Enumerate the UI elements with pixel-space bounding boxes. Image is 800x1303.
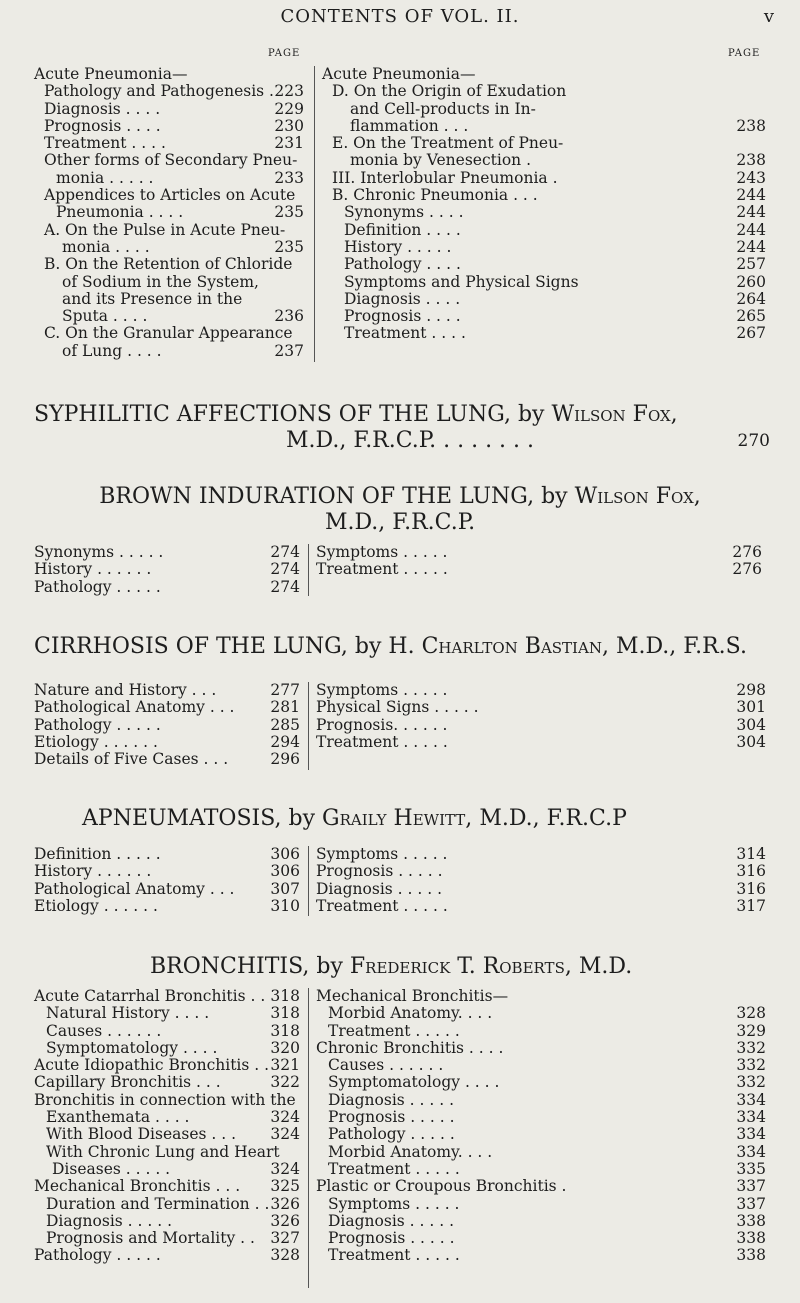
- toc-entry-title: Diagnosis . . . .: [44, 99, 161, 118]
- toc-entry-page: 316: [736, 862, 766, 881]
- toc-entry: [34, 544, 300, 561]
- toc-entry-title: Diagnosis . . . . .: [328, 1090, 454, 1109]
- toc-entry-title: Symptomatology . . . .: [328, 1073, 500, 1092]
- bronchitis-left-column: [34, 988, 300, 1265]
- toc-entry: [316, 1109, 766, 1126]
- apneumatosis-right-column: [316, 846, 766, 915]
- brown-induration-author: Wilson Fox,: [574, 484, 701, 509]
- toc-entry-title: III. Interlobular Pneumonia .: [332, 168, 558, 187]
- bronchitis-right-column: [316, 988, 766, 1265]
- toc-entry: [34, 256, 304, 273]
- toc-entry-title: Causes . . . . . .: [328, 1056, 444, 1075]
- toc-entry: [34, 734, 300, 751]
- toc-entry: [322, 66, 766, 83]
- syphilitic-page: 270: [737, 431, 770, 451]
- toc-entry: [34, 325, 304, 342]
- toc-entry-title: Treatment . . . .: [344, 324, 466, 343]
- toc-entry-title: Treatment . . . . .: [328, 1246, 460, 1265]
- toc-entry-page: 318: [270, 987, 300, 1005]
- toc-entry-title: Acute Pneumonia—: [34, 65, 188, 83]
- toc-entry-page: 274: [270, 560, 300, 579]
- toc-entry-page: 276: [732, 560, 762, 579]
- toc-entry: [34, 1161, 300, 1178]
- column-divider: [308, 544, 309, 596]
- toc-entry-title: Symptoms and Physical Signs: [344, 272, 579, 291]
- toc-entry-page: 277: [270, 681, 300, 699]
- toc-entry-page: 257: [736, 255, 766, 274]
- toc-entry-page: 298: [736, 681, 766, 699]
- toc-entry: [316, 1074, 766, 1091]
- toc-entry: [34, 1057, 300, 1074]
- toc-entry: [316, 1230, 766, 1247]
- toc-entry-page: 316: [736, 879, 766, 898]
- toc-entry-page: 314: [736, 845, 766, 863]
- toc-entry-page: 325: [270, 1177, 300, 1196]
- toc-entry: [322, 187, 766, 204]
- toc-entry-title: of Sodium in the System,: [62, 272, 259, 291]
- toc-entry-title: Diagnosis . . . .: [344, 289, 461, 308]
- toc-entry-title: D. On the Origin of Exudation: [332, 82, 567, 101]
- toc-entry-title: flammation . . .: [350, 116, 469, 135]
- toc-entry-title: Acute Catarrhal Bronchitis . .: [34, 987, 266, 1005]
- toc-entry-page: 296: [270, 750, 300, 769]
- toc-entry: [34, 170, 304, 187]
- toc-entry: [34, 1126, 300, 1143]
- toc-entry: [316, 846, 766, 863]
- toc-entry: [316, 1023, 766, 1040]
- toc-entry: [34, 1005, 300, 1022]
- toc-entry-title: Prognosis. . . . . .: [316, 715, 448, 734]
- toc-entry: [34, 898, 300, 915]
- toc-entry: [322, 101, 766, 118]
- toc-entry-title: Morbid Anatomy. . . .: [328, 1004, 493, 1023]
- toc-entry-page: 332: [736, 1073, 766, 1092]
- toc-entry: [322, 170, 766, 187]
- bronchitis-heading: [150, 954, 632, 980]
- toc-entry-title: Synonyms . . . . .: [34, 543, 164, 561]
- toc-entry-title: Pathology . . . . .: [34, 577, 161, 596]
- toc-entry-page: 322: [270, 1073, 300, 1092]
- toc-entry: [34, 239, 304, 256]
- toc-entry-page: 326: [270, 1211, 300, 1230]
- toc-entry: [322, 204, 766, 221]
- toc-entry-title: Prognosis . . . .: [44, 116, 161, 135]
- toc-entry-page: 329: [736, 1021, 766, 1040]
- toc-entry-title: E. On the Treatment of Pneu-: [332, 134, 564, 153]
- toc-entry: [34, 343, 304, 360]
- syphilitic-title: SYPHILITIC AFFECTIONS OF THE LUNG, by: [34, 402, 545, 427]
- toc-entry: [34, 1213, 300, 1230]
- toc-entry-title: of Lung . . . .: [62, 341, 162, 360]
- toc-entry: [316, 1092, 766, 1109]
- toc-entry: [322, 152, 766, 169]
- toc-entry-page: 328: [736, 1004, 766, 1023]
- toc-entry-page: 307: [270, 879, 300, 898]
- toc-entry-title: History . . . . . .: [34, 862, 152, 881]
- toc-entry: [34, 1247, 300, 1264]
- toc-entry: [316, 1196, 766, 1213]
- toc-entry: [316, 1144, 766, 1161]
- toc-entry-page: 301: [736, 698, 766, 717]
- toc-entry-title: Pneumonia . . . .: [56, 203, 184, 222]
- toc-entry: [316, 1057, 766, 1074]
- toc-entry: [316, 1040, 766, 1057]
- running-head: CONTENTS OF VOL. II.: [280, 6, 520, 27]
- toc-entry-title: Diseases . . . . .: [52, 1159, 171, 1178]
- toc-entry-page: 337: [736, 1194, 766, 1213]
- toc-entry: [322, 135, 766, 152]
- toc-entry: [34, 152, 304, 169]
- toc-entry-title: Treatment . . . . .: [316, 560, 448, 579]
- toc-entry-title: monia . . . . .: [56, 168, 154, 187]
- toc-entry-title: C. On the Granular Appearance: [44, 324, 293, 343]
- toc-entry: [34, 1196, 300, 1213]
- toc-entry: [316, 881, 766, 898]
- toc-entry-title: Definition . . . . .: [34, 845, 161, 863]
- toc-entry-title: Prognosis . . . .: [344, 307, 461, 326]
- toc-entry-title: Pathology and Pathogenesis .: [44, 82, 274, 101]
- toc-entry: [34, 66, 304, 83]
- toc-entry: [34, 1023, 300, 1040]
- toc-entry-title: Bronchitis in connection with the: [34, 1090, 296, 1109]
- toc-entry-page: 338: [736, 1211, 766, 1230]
- toc-entry-title: Treatment . . . .: [44, 134, 166, 153]
- toc-entry-title: Diagnosis . . . . .: [46, 1211, 172, 1230]
- toc-entry-page: 276: [732, 543, 762, 561]
- toc-entry: [34, 187, 304, 204]
- toc-entry: [34, 1230, 300, 1247]
- brown-induration-right-column: [316, 544, 762, 579]
- toc-entry: [316, 734, 766, 751]
- toc-entry-page: 317: [736, 896, 766, 915]
- toc-entry-title: Etiology . . . . . .: [34, 732, 158, 751]
- toc-entry-page: 265: [736, 307, 766, 326]
- toc-entry-title: Causes . . . . . .: [46, 1021, 162, 1040]
- toc-entry: [34, 682, 300, 699]
- column-divider: [308, 988, 309, 1288]
- apneumatosis-heading: [82, 806, 627, 832]
- toc-entry-title: Other forms of Secondary Pneu-: [44, 151, 298, 170]
- toc-entry-title: monia . . . .: [62, 237, 150, 256]
- toc-entry: [34, 308, 304, 325]
- toc-entry-page: 324: [270, 1125, 300, 1144]
- toc-entry-page: 243: [736, 168, 766, 187]
- toc-entry-page: 320: [270, 1038, 300, 1057]
- toc-entry-title: Natural History . . . .: [46, 1004, 210, 1023]
- toc-entry-title: Diagnosis . . . . .: [316, 879, 442, 898]
- toc-entry: [34, 291, 304, 308]
- toc-entry-title: B. On the Retention of Chloride: [44, 255, 293, 274]
- toc-entry-title: Treatment . . . . .: [316, 896, 448, 915]
- toc-entry-title: Pathology . . . .: [344, 255, 461, 274]
- toc-entry-page: 337: [736, 1177, 766, 1196]
- toc-entry-title: Etiology . . . . . .: [34, 896, 158, 915]
- toc-entry: [322, 83, 766, 100]
- toc-entry-page: 334: [736, 1125, 766, 1144]
- toc-entry-title: Treatment . . . . .: [328, 1159, 460, 1178]
- column-divider: [308, 682, 309, 770]
- toc-entry-title: With Blood Diseases . . .: [46, 1125, 237, 1144]
- toc-entry: [34, 1092, 300, 1109]
- toc-entry-page: 285: [270, 715, 300, 734]
- toc-entry-title: Symptoms . . . . .: [316, 845, 448, 863]
- toc-entry: [34, 561, 300, 578]
- cirrhosis-author: H. Charlton Bastian,: [388, 634, 609, 659]
- toc-entry-page: 281: [270, 698, 300, 717]
- toc-entry: [316, 863, 766, 880]
- apneumatosis-title: APNEUMATOSIS, by: [82, 806, 316, 831]
- toc-entry: [34, 222, 304, 239]
- toc-entry: [34, 118, 304, 135]
- syphilitic-author: Wilson Fox,: [551, 402, 678, 427]
- toc-entry-title: Pathology . . . . .: [34, 715, 161, 734]
- toc-entry-page: 334: [736, 1090, 766, 1109]
- toc-entry: [34, 699, 300, 716]
- toc-entry: [34, 863, 300, 880]
- toc-entry-page: 238: [736, 116, 766, 135]
- toc-entry-title: Chronic Bronchitis . . . .: [316, 1038, 504, 1057]
- toc-entry: [316, 1178, 766, 1195]
- toc-entry: [34, 83, 304, 100]
- apneumatosis-left-column: [34, 846, 300, 915]
- toc-entry: [34, 204, 304, 221]
- toc-entry-title: Sputa . . . .: [62, 307, 148, 326]
- toc-entry-title: Symptomatology . . . .: [46, 1038, 218, 1057]
- toc-entry-title: Synonyms . . . .: [344, 203, 464, 222]
- toc-entry-page: 274: [270, 543, 300, 561]
- toc-entry: [316, 1213, 766, 1230]
- cirrhosis-heading: [34, 634, 747, 660]
- toc-entry-title: Morbid Anatomy. . . .: [328, 1142, 493, 1161]
- toc-entry-title: Pathology . . . . .: [328, 1125, 455, 1144]
- toc-entry-page: 264: [736, 289, 766, 308]
- toc-entry-title: Acute Idiopathic Bronchitis . .: [34, 1056, 270, 1075]
- toc-entry-page: 236: [274, 307, 304, 326]
- column-divider: [308, 846, 309, 916]
- toc-entry-page: 244: [736, 203, 766, 222]
- toc-entry-page: 244: [736, 237, 766, 256]
- bronchitis-credentials: M.D.: [578, 954, 633, 979]
- acute-pneumonia-left-column: [34, 66, 304, 360]
- toc-entry: [34, 988, 300, 1005]
- toc-entry: [322, 308, 766, 325]
- acute-pneumonia-right-column: [322, 66, 766, 343]
- toc-entry-title: and Cell-products in In-: [350, 99, 536, 118]
- toc-entry-page: 332: [736, 1038, 766, 1057]
- toc-entry-title: Prognosis . . . . .: [328, 1108, 455, 1127]
- toc-entry: [322, 239, 766, 256]
- apneumatosis-credentials: M.D., F.R.C.P: [479, 806, 627, 831]
- toc-entry: [316, 699, 766, 716]
- toc-entry-title: Nature and History . . .: [34, 681, 217, 699]
- toc-entry-title: Prognosis . . . . .: [316, 862, 443, 881]
- toc-entry: [34, 1074, 300, 1091]
- toc-entry: [322, 256, 766, 273]
- toc-entry-page: 334: [736, 1142, 766, 1161]
- toc-entry-title: Treatment . . . . .: [316, 732, 448, 751]
- brown-induration-title: BROWN INDURATION OF THE LUNG, by: [99, 484, 568, 509]
- brown-induration-heading: [0, 484, 800, 510]
- toc-entry: [34, 1144, 300, 1161]
- page-column-label-left: PAGE: [268, 48, 301, 59]
- toc-entry: [316, 544, 762, 561]
- toc-entry-title: Appendices to Articles on Acute: [44, 186, 296, 205]
- toc-entry-title: Treatment . . . . .: [328, 1021, 460, 1040]
- cirrhosis-title: CIRRHOSIS OF THE LUNG, by: [34, 634, 382, 659]
- syphilitic-credentials: M.D., F.R.C.P. . . . . . . .: [286, 428, 535, 453]
- toc-entry-title: B. Chronic Pneumonia . . .: [332, 186, 538, 205]
- toc-entry-title: Mechanical Bronchitis—: [316, 987, 509, 1005]
- toc-entry-title: Mechanical Bronchitis . . .: [34, 1177, 241, 1196]
- toc-entry: [34, 717, 300, 734]
- toc-entry-page: 328: [270, 1246, 300, 1265]
- bronchitis-author: Frederick T. Roberts,: [349, 954, 572, 979]
- toc-entry: [322, 325, 766, 342]
- toc-entry-page: 238: [736, 151, 766, 170]
- toc-entry-page: 244: [736, 186, 766, 205]
- toc-entry: [316, 1126, 766, 1143]
- toc-entry-page: 235: [274, 237, 304, 256]
- toc-entry-page: 332: [736, 1056, 766, 1075]
- toc-entry: [316, 561, 762, 578]
- toc-entry-page: 237: [274, 341, 304, 360]
- toc-entry-page: 229: [274, 99, 304, 118]
- cirrhosis-credentials: M.D., F.R.S.: [615, 634, 747, 659]
- toc-entry: [316, 682, 766, 699]
- toc-entry-title: Physical Signs . . . . .: [316, 698, 479, 717]
- toc-entry-page: 321: [270, 1056, 300, 1075]
- toc-entry-page: 260: [736, 272, 766, 291]
- toc-entry-page: 223: [274, 82, 304, 101]
- toc-entry-title: monia by Venesection .: [350, 151, 532, 170]
- toc-entry: [34, 101, 304, 118]
- toc-entry-page: 318: [270, 1021, 300, 1040]
- toc-entry-title: Symptoms . . . . .: [316, 681, 448, 699]
- toc-entry-title: Diagnosis . . . . .: [328, 1211, 454, 1230]
- toc-entry-title: With Chronic Lung and Heart: [46, 1142, 280, 1161]
- toc-entry: [34, 881, 300, 898]
- toc-entry: [322, 222, 766, 239]
- toc-entry-page: 338: [736, 1246, 766, 1265]
- toc-entry-page: 338: [736, 1229, 766, 1248]
- toc-entry: [316, 1005, 766, 1022]
- toc-entry: [316, 988, 766, 1005]
- apneumatosis-author: Graily Hewitt,: [322, 806, 473, 831]
- toc-entry-title: and its Presence in the: [62, 289, 243, 308]
- toc-entry-page: 306: [270, 862, 300, 881]
- toc-entry-page: 335: [736, 1159, 766, 1178]
- toc-entry-page: 310: [270, 896, 300, 915]
- toc-entry-title: Prognosis and Mortality . .: [46, 1229, 255, 1248]
- toc-entry-title: Duration and Termination . .: [46, 1194, 270, 1213]
- toc-entry-page: 324: [270, 1108, 300, 1127]
- toc-entry-page: 304: [736, 732, 766, 751]
- toc-entry-page: 235: [274, 203, 304, 222]
- toc-entry: [322, 274, 766, 291]
- toc-entry: [322, 291, 766, 308]
- toc-entry-title: History . . . . .: [344, 237, 452, 256]
- toc-entry-page: 327: [270, 1229, 300, 1248]
- toc-entry-title: Details of Five Cases . . .: [34, 750, 229, 769]
- syphilitic-heading: [34, 402, 678, 428]
- toc-entry-page: 230: [274, 116, 304, 135]
- toc-entry: [316, 1161, 766, 1178]
- toc-entry-title: Acute Pneumonia—: [322, 65, 476, 83]
- toc-entry-title: Plastic or Croupous Bronchitis .: [316, 1177, 567, 1196]
- toc-entry: [316, 717, 766, 734]
- toc-entry-page: 244: [736, 220, 766, 239]
- toc-entry-page: 326: [270, 1194, 300, 1213]
- toc-entry: [34, 1040, 300, 1057]
- toc-entry-title: History . . . . . .: [34, 560, 152, 579]
- toc-entry-page: 231: [274, 134, 304, 153]
- toc-entry: [322, 118, 766, 135]
- brown-induration-credentials: M.D., F.R.C.P.: [324, 510, 476, 535]
- toc-entry-title: Exanthemata . . . .: [46, 1108, 190, 1127]
- cirrhosis-left-column: [34, 682, 300, 768]
- toc-entry-page: 334: [736, 1108, 766, 1127]
- brown-induration-left-column: [34, 544, 300, 596]
- toc-entry: [34, 1109, 300, 1126]
- toc-entry-page: 274: [270, 577, 300, 596]
- toc-entry-title: Definition . . . .: [344, 220, 461, 239]
- toc-entry-title: Symptoms . . . . .: [328, 1194, 460, 1213]
- toc-entry-page: 304: [736, 715, 766, 734]
- toc-entry: [316, 1247, 766, 1264]
- toc-entry: [34, 846, 300, 863]
- bronchitis-title: BRONCHITIS, by: [150, 954, 343, 979]
- toc-entry-title: Pathological Anatomy . . .: [34, 879, 235, 898]
- folio-page-number: v: [763, 6, 774, 27]
- toc-entry-title: Prognosis . . . . .: [328, 1229, 455, 1248]
- toc-entry-page: 306: [270, 845, 300, 863]
- cirrhosis-right-column: [316, 682, 766, 751]
- column-divider: [314, 66, 315, 362]
- toc-entry-title: Symptoms . . . . .: [316, 543, 448, 561]
- toc-entry-page: 294: [270, 732, 300, 751]
- toc-entry-title: Pathological Anatomy . . .: [34, 698, 235, 717]
- toc-entry-page: 267: [736, 324, 766, 343]
- toc-entry-page: 233: [274, 168, 304, 187]
- toc-entry-page: 324: [270, 1159, 300, 1178]
- toc-entry: [34, 274, 304, 291]
- toc-entry-page: 318: [270, 1004, 300, 1023]
- toc-entry: [316, 898, 766, 915]
- toc-entry-title: A. On the Pulse in Acute Pneu-: [44, 220, 286, 239]
- toc-entry-title: Capillary Bronchitis . . .: [34, 1073, 221, 1092]
- toc-entry-title: Pathology . . . . .: [34, 1246, 161, 1265]
- toc-entry: [34, 135, 304, 152]
- page-column-label-right: PAGE: [728, 48, 761, 59]
- toc-entry: [34, 579, 300, 596]
- toc-entry: [34, 1178, 300, 1195]
- toc-entry: [34, 751, 300, 768]
